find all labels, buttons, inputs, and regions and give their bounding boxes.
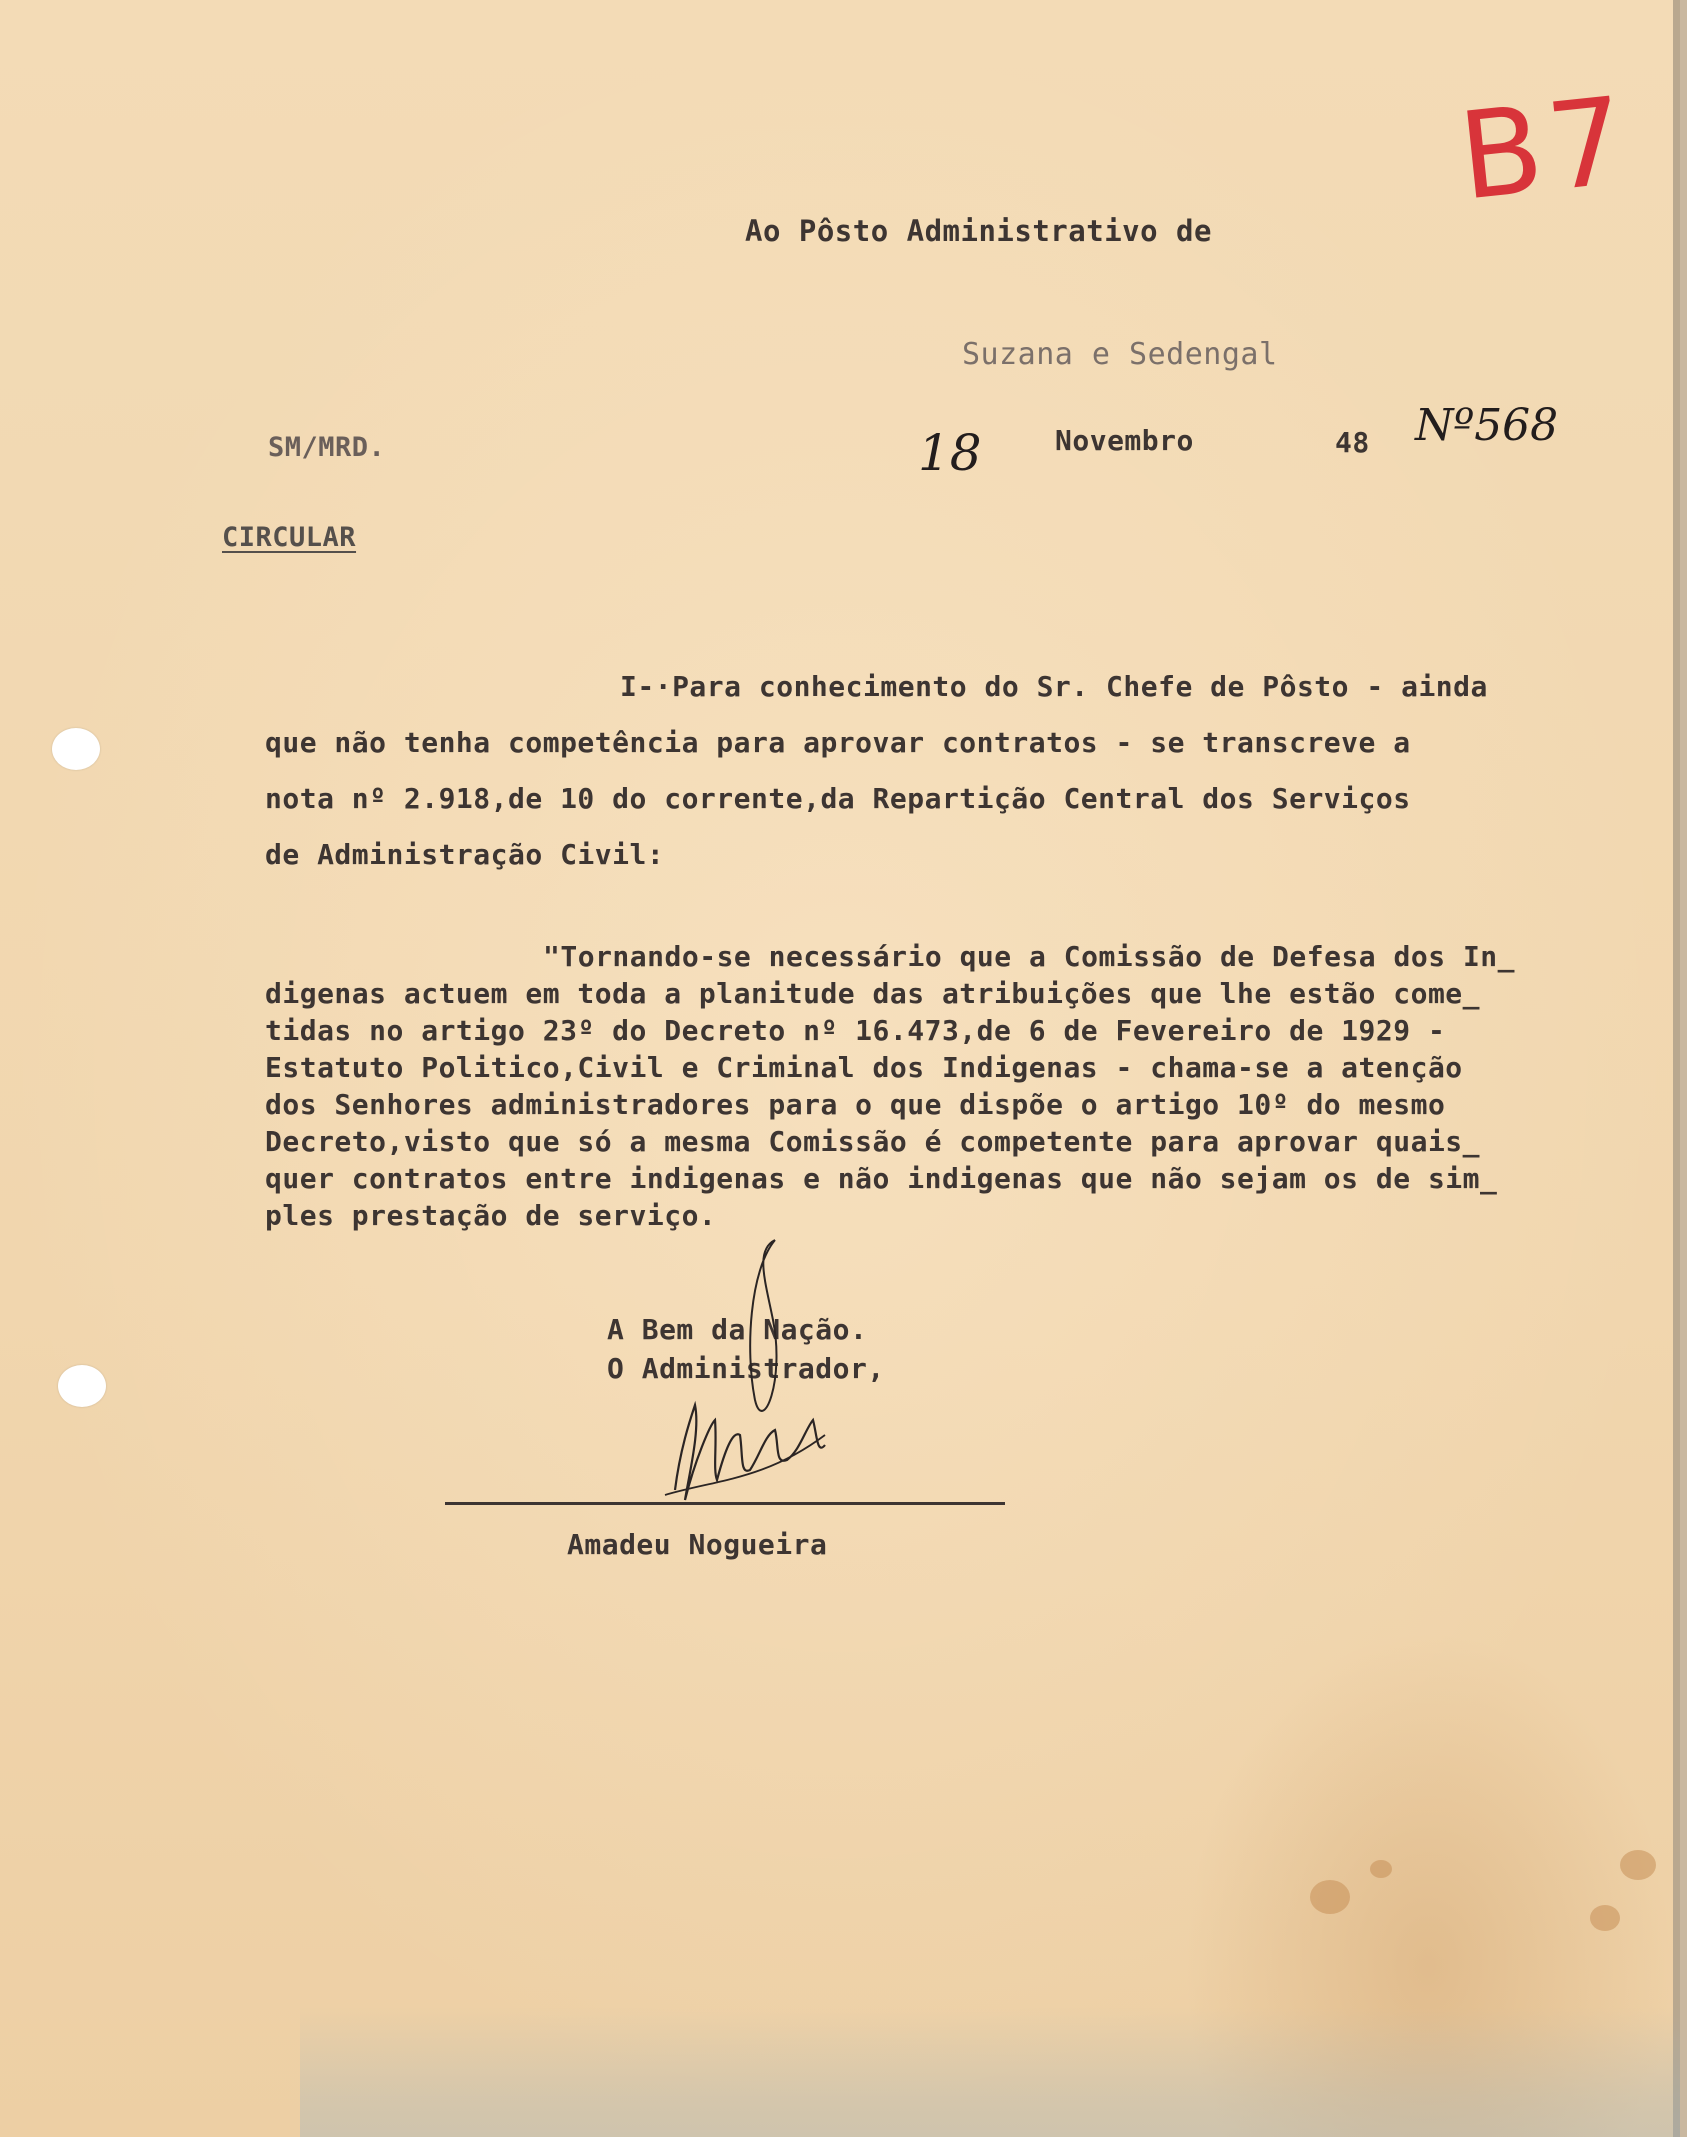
punch-hole-bottom [58, 1365, 106, 1407]
body-line-1: I-·Para conhecimento do Sr. Chefe de Pôsto - ainda [620, 670, 1488, 703]
date-month: Novembro [1055, 424, 1194, 457]
quote-line-5: dos Senhores administradores para o que dispõe o artigo 10º do mesmo [265, 1088, 1446, 1121]
red-archive-mark: B7 [1453, 71, 1638, 228]
quote-line-3: tidas no artigo 23º do Decreto nº 16.473,de 6 de Fevereiro de 1929 - [265, 1014, 1446, 1047]
reference-code: SM/MRD. [268, 432, 386, 463]
stain-fleck [1590, 1905, 1620, 1931]
body-line-3: nota nº 2.918,de 10 do corrente,da Repartição Central dos Serviços [265, 782, 1411, 815]
body-line-2: que não tenha competência para aprovar contratos - se transcreve a [265, 726, 1411, 759]
document-type: CIRCULAR [222, 522, 357, 553]
closing-salutation: A Bem da Nação. [607, 1313, 868, 1346]
date-year: 48 [1335, 426, 1370, 459]
date-day: 18 [918, 424, 982, 482]
quote-line-2: digenas actuem em toda a planitude das atribuições que lhe estão come_ [265, 977, 1481, 1010]
quote-line-8: ples prestação de serviço. [265, 1199, 717, 1232]
quote-line-1: "Tornando-se necessário que a Comissão de Defesa dos In_ [543, 940, 1516, 973]
page-edge [1673, 0, 1680, 2137]
quote-line-6: Decreto,visto que só a mesma Comissão é competente para aprovar quais_ [265, 1125, 1481, 1158]
quote-line-7: quer contratos entre indigenas e não indigenas que não sejam os de sim_ [265, 1162, 1498, 1195]
document-number: Nº568 [1415, 400, 1559, 451]
stain-fleck [1310, 1880, 1350, 1914]
signatory-name: Amadeu Nogueira [567, 1528, 828, 1561]
signature-line [445, 1502, 1005, 1505]
signatory-title: O Administrador, [607, 1352, 885, 1385]
stain-fleck [1370, 1860, 1392, 1878]
location-line: Suzana e Sedengal [962, 337, 1278, 372]
body-line-4: de Administração Civil: [265, 838, 665, 871]
punch-hole-top [52, 728, 100, 770]
handwritten-signature [655, 1230, 855, 1520]
addressee-line: Ao Pôsto Administrativo de [745, 214, 1212, 248]
stain [300, 2007, 1680, 2137]
stain-fleck [1620, 1850, 1656, 1880]
quote-line-4: Estatuto Politico,Civil e Criminal dos Indigenas - chama-se a atenção [265, 1051, 1463, 1084]
